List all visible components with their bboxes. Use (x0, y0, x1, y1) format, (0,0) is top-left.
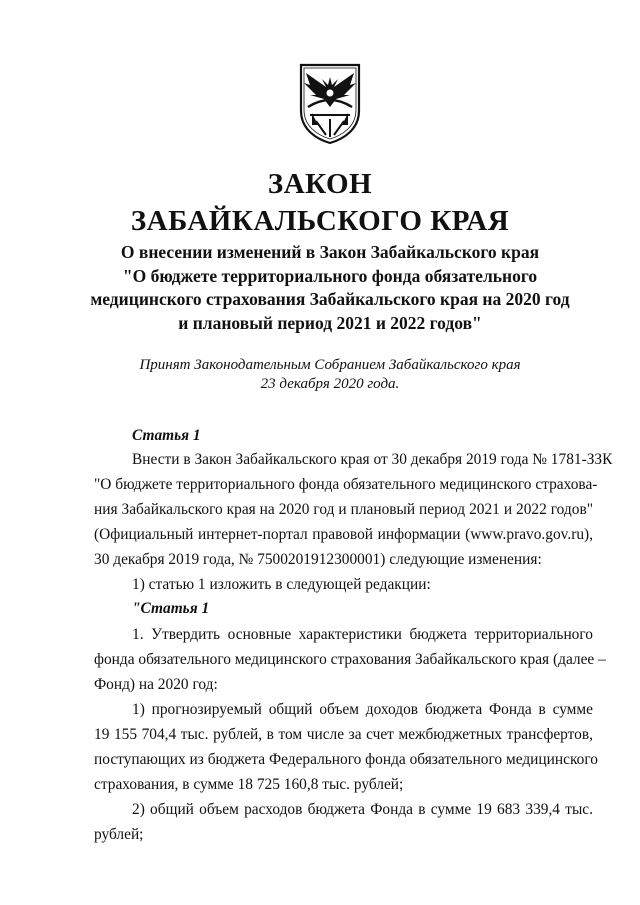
body-line: фонда обязательного медицинского страхования Забайкальского края (далее – (94, 651, 606, 668)
law-subtitle (60, 241, 600, 335)
subtitle-line: "О бюджете территориального фонда обязательного (122, 265, 538, 286)
body-line: "О бюджете территориального фонда обязательного медицинского страхова- (94, 476, 598, 493)
adoption-line: Принят Законодательным Собранием Забайкальского края (139, 357, 521, 373)
body-line: 1) прогнозируемый общий объем доходов бюджета Фонда в сумме (132, 701, 593, 718)
subtitle-line: О внесении изменений в Закон Забайкальского края (120, 242, 540, 262)
body-line: поступающих из бюджета Федерального фонда обязательного медицинского (94, 751, 598, 768)
law-title: ЗАКОН (267, 168, 373, 200)
quoted-article-heading: "Статья 1 (132, 600, 210, 617)
article-heading: Статья 1 (132, 427, 201, 444)
body-line: (Официальный интернет-портал правовой информации (www.pravo.gov.ru), (94, 526, 593, 543)
body-line: Фонд) на 2020 год: (94, 676, 218, 693)
body-line: 1. Утвердить основные характеристики бюджета территориального (132, 626, 593, 643)
coat-of-arms-emblem (298, 63, 362, 145)
adoption-line: 23 декабря 2020 года. (260, 376, 400, 392)
subtitle-line: медицинского страхования Забайкальского края на 2020 год (90, 289, 570, 309)
body-line: ния Забайкальского края на 2020 год и плановый период 2021 и 2022 годов" (94, 501, 593, 518)
subtitle-line: и плановый период 2021 и 2022 годов" (178, 312, 482, 333)
adoption-note (60, 356, 600, 394)
body-line: страхования, в сумме 18 725 160,8 тыс. рублей; (94, 776, 404, 793)
law-region-title: ЗАБАЙКАЛЬСКОГО КРАЯ (130, 205, 510, 237)
body-line: 19 155 704,4 тыс. рублей, в том числе за счет межбюджетных трансфертов, (94, 726, 593, 743)
body-line: Внести в Закон Забайкальского края от 30 декабря 2019 года № 1781-ЗЗК (132, 451, 613, 468)
body-line: 30 декабря 2019 года, № 7500201912300001) следующие изменения: (94, 551, 542, 568)
body-line: рублей; (94, 826, 144, 843)
body-line: 2) общий объем расходов бюджета Фонда в сумме 19 683 339,4 тыс. (132, 801, 593, 818)
body-line: 1) статью 1 изложить в следующей редакции: (132, 576, 431, 593)
